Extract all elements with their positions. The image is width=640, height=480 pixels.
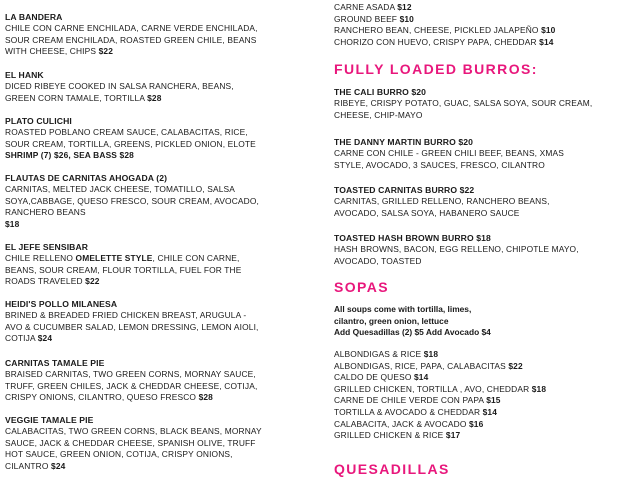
list-item: ALBONDIGAS & RICE $18 (334, 349, 439, 359)
sopas-list (334, 349, 634, 442)
list-item: GRILLED CHICKEN, TORTILLA , AVO, CHEDDAR $18 (334, 383, 547, 394)
menu-item-extra-price: SHRIMP (7) $26, SEA BASS $28 (5, 150, 134, 161)
section-heading-sopas: SOPAS (334, 279, 389, 295)
list-item-price: $15 (486, 395, 501, 406)
list-item-price: $14 (482, 406, 498, 417)
menu-item-title: TOASTED HASH BROWN BURRO $18 (334, 233, 491, 243)
menu-item-title: TOASTED CARNITAS BURRO $22 (334, 185, 475, 195)
menu-item-desc: RIBEYE, CRISPY POTATO, GUAC, SALSA SOYA, SOUR CREAM, CHEESE, CHIP-MAYO (334, 98, 593, 120)
list-item: CALDO DE QUESO $14 (334, 372, 429, 383)
menu-item-title: CARNITAS TAMALE PIE (5, 358, 105, 368)
list-item-price: $18 (423, 349, 439, 359)
menu-item-title: FLAUTAS DE CARNITAS AHOGADA (2) (5, 173, 168, 183)
menu-item-cali-burro (334, 86, 634, 121)
list-item-price: $17 (445, 430, 461, 441)
list-item: RANCHERO BEAN, CHEESE, PICKLED JALAPEÑO $10 (334, 25, 556, 36)
section-heading-quesadillas: QUESADILLAS (334, 461, 450, 477)
menu-item-toasted-carnitas-burro (334, 184, 634, 219)
section-heading-burros: FULLY LOADED BURROS: (334, 61, 538, 77)
menu-item-desc: ROASTED POBLANO CREAM SAUCE, CALABACITAS, RICE, SOUR CREAM, TORTILLA, GREENS, PICKLED ONION, ELOTE SHRIMP (7) $26, SEA BASS $28 (5, 127, 256, 161)
list-item-price: $12 (397, 2, 412, 12)
menu-item-price: $28 (147, 92, 162, 103)
menu-item-danny-martin-burro (334, 136, 634, 171)
list-item: CALABACITA, JACK & AVOCADO $16 (334, 418, 484, 429)
menu-item-pollo-milanesa (5, 298, 305, 345)
menu-item-title: PLATO CULICHI (5, 116, 72, 126)
list-item-price: $18 (531, 383, 547, 394)
menu-item-el-hank (5, 69, 305, 104)
list-item: CHORIZO CON HUEVO, CRISPY PAPA, CHEDDAR $14 (334, 36, 554, 47)
menu-item-price: $24 (51, 460, 66, 471)
list-item-price: $14 (413, 372, 429, 383)
menu-item-price: $28 (198, 392, 213, 403)
menu-item-desc: CHILE RELLENO OMELETTE STYLE, CHILE CON CARNE, BEANS, SOUR CREAM, FLOUR TORTILLA, FUEL FOR THE ROADS TRAVELED $22 (5, 253, 242, 287)
menu-item-price: $24 (37, 333, 53, 344)
menu-item-title: EL HANK (5, 70, 44, 80)
menu-item-price: $18 (5, 218, 20, 229)
menu-item-price: $22 (85, 276, 100, 287)
menu-item-flautas (5, 172, 305, 230)
menu-item-price: $22 (98, 46, 114, 57)
burrito-addons-list (334, 2, 634, 48)
menu-item-title: VEGGIE TAMALE PIE (5, 415, 94, 425)
menu-item-carnitas-tamale-pie (5, 357, 305, 404)
menu-item-desc: DICED RIBEYE COOKED IN SALSA RANCHERA, BEANS, GREEN CORN TAMALE, TORTILLA $28 (5, 81, 234, 103)
list-item-price: $14 (539, 36, 554, 47)
menu-item-desc: BRINED & BREADED FRIED CHICKEN BREAST, ARUGULA - AVO & CUCUMBER SALAD, LEMON DRESSING, LEMON AIOLI, COTIJA $24 (5, 310, 259, 344)
list-item: GRILLED CHICKEN & RICE $17 (334, 430, 461, 441)
menu-item-desc: BRAISED CARNITAS, TWO GREEN CORNS, MORNAY SAUCE, TRUFF, GREEN CHILES, JACK & CHEDDAR CHEESE, COTIJA, CRISPY ONIONS, CILANTRO, QUESO FRESCO $28 (5, 369, 258, 403)
list-item-price: $10 (399, 13, 414, 24)
list-item: CARNE DE CHILE VERDE CON PAPA $15 (334, 395, 501, 406)
sopas-note: All soups come with tortilla, limes, cilantro, green onion, lettuce Add Quesadillas (2) $5 Add Avocado $4 (334, 304, 491, 338)
list-item: ALBONDIGAS, RICE, PAPA, CALABACITAS $22 (334, 360, 523, 371)
menu-item-title: THE DANNY MARTIN BURRO $20 (334, 137, 474, 147)
menu-item-title: HEIDI'S POLLO MILANESA (5, 299, 118, 309)
menu-item-title: THE CALI BURRO $20 (334, 87, 427, 97)
list-item: TORTILLA & AVOCADO & CHEDDAR $14 (334, 406, 498, 417)
menu-item-la-bandera (5, 11, 305, 58)
menu-item-desc: CALABACITAS, TWO GREEN CORNS, BLACK BEANS, MORNAY SAUCE, JACK & CHEDDAR CHEESE, SPANISH OLIVE, TRUFF HOT SAUCE, GREEN ONION, COTIJA, CRISPY ONIONS, CILANTRO $24 (5, 426, 262, 471)
menu-item-desc: CARNITAS, MELTED JACK CHEESE, TOMATILLO, SALSA SOYA,CABBAGE, QUESO FRESCO, SOUR CREAM, AVOCADO, RANCHERO BEANS $18 (5, 184, 259, 229)
menu-item-desc: CHILE CON CARNE ENCHILADA, CARNE VERDE ENCHILADA, SOUR CREAM ENCHILADA, ROASTED GREEN CHILE, BEANS WITH CHEESE, CHIPS $22 (5, 23, 258, 57)
menu-item-desc: CARNITAS, GRILLED RELLENO, RANCHERO BEANS, AVOCADO, SALSA SOYA, HABANERO SAUCE (334, 196, 550, 218)
menu-item-el-jefe (5, 241, 305, 288)
menu-item-hash-brown-burro (334, 232, 634, 267)
list-item-price: $16 (468, 418, 484, 429)
menu-item-desc: HASH BROWNS, BACON, EGG RELLENO, CHIPOTLE MAYO, AVOCADO, TOASTED (334, 244, 579, 266)
menu-item-plato-culichi (5, 115, 305, 162)
menu-item-title: EL JEFE SENSIBAR (5, 242, 89, 252)
menu-item-title: LA BANDERA (5, 12, 63, 22)
menu-item-veggie-tamale-pie (5, 414, 305, 472)
menu-item-desc: CARNE CON CHILE - GREEN CHILI BEEF, BEANS, XMAS STYLE, AVOCADO, 3 SAUCES, FRESCO, CILANTRO (334, 148, 564, 170)
list-item: GROUND BEEF $10 (334, 13, 414, 24)
list-item-price: $10 (541, 25, 556, 36)
list-item: CARNE ASADA $12 (334, 2, 412, 12)
list-item-price: $22 (508, 360, 523, 371)
